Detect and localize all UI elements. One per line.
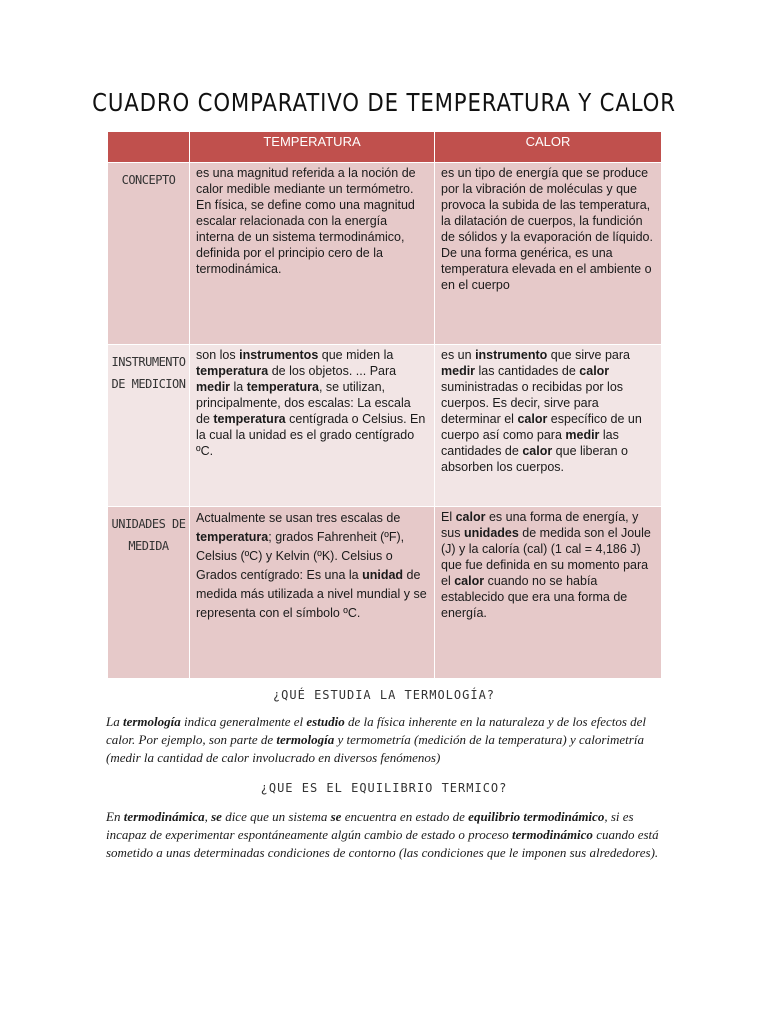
bold-term: calor bbox=[522, 444, 553, 458]
cell-unidades-temperatura: Actualmente se usan tres escalas de temperatura; grados Fahrenheit (ºF), Celsius (ºC) y Kelvin (ºK). Celsius o Grados centígrado: Es una la unidad de medida más utilizada a nivel mundial y se representa con el símbolo ºC. bbox=[190, 507, 435, 679]
header-calor: CALOR bbox=[435, 132, 662, 163]
bold-term: medir bbox=[196, 380, 231, 394]
paragraph-equilibrio: En termodinámica, se dice que un sistema se encuentra en estado de equilibrio termodinámico, si es incapaz de experimentar espontáneamente algún cambio de estado o proceso termodinámico cuando está sometido a unas determinadas condiciones de contorno (las condiciones que le imponen sus alrededores). bbox=[106, 809, 659, 860]
bold-term: termología bbox=[276, 732, 335, 747]
comparison-table bbox=[107, 131, 662, 679]
row-label: CONCEPTO bbox=[108, 163, 190, 345]
bold-term: temperatura bbox=[196, 364, 269, 378]
page-title: CUADRO COMPARATIVO DE TEMPERATURA Y CALOR bbox=[92, 88, 676, 117]
bold-term: temperatura bbox=[196, 530, 269, 544]
bold-term: termodinámico bbox=[512, 827, 593, 842]
cell-instrumento-temperatura: son los instrumentos que miden la temperatura de los objetos. ... Para medir la temperatura, se utilizan, principalmente, dos escalas: La escala de temperatura centígrada o Celsius. En la cual la unidad es el grado centígrado ºC. bbox=[190, 345, 435, 507]
bold-term: temperatura bbox=[213, 412, 286, 426]
bold-term: instrumentos bbox=[239, 348, 319, 362]
cell-instrumento-calor: es un instrumento que sirve para medir las cantidades de calor suministradas o recibidas por los cuerpos. Es decir, sirve para determinar el calor específico de un cuerpo así como para medir las cantidades de calor que liberan o absorben los cuerpos. bbox=[435, 345, 662, 507]
bold-term: medir bbox=[441, 364, 476, 378]
bold-term: calor bbox=[517, 412, 548, 426]
row-label: UNIDADES DE MEDIDA bbox=[108, 507, 190, 679]
bold-term: estudio bbox=[306, 714, 345, 729]
header-blank bbox=[108, 132, 190, 163]
table-row-unidades bbox=[108, 507, 662, 679]
bold-term: unidad bbox=[362, 568, 404, 582]
cell-concepto-calor: es un tipo de energía que se produce por la vibración de moléculas y que provoca la subida de las temperatura, la dilatación de cuerpos, la fundición de sólidos y la evaporación de líquido. De una forma genérica, es una temperatura elevada en el ambiente o en el cuerpo bbox=[435, 163, 662, 345]
bold-term: medir bbox=[565, 428, 600, 442]
bold-term: temperatura bbox=[246, 380, 319, 394]
bold-term: instrumento bbox=[475, 348, 548, 362]
bold-term: termodinámica bbox=[123, 809, 205, 824]
cell-concepto-temperatura: es una magnitud referida a la noción de calor medible mediante un termómetro. En física, se define como una magnitud escalar relacionada con la energía interna de un sistema termodinámico, definida por el principio cero de la termodinámica. bbox=[190, 163, 435, 345]
bold-term: termología bbox=[122, 714, 181, 729]
bold-term: calor bbox=[455, 510, 486, 524]
table-header-row bbox=[108, 132, 662, 163]
bold-term: equilibrio termodinámico bbox=[468, 809, 605, 824]
paragraph-termologia: La termología indica generalmente el estudio de la física inherente en la naturaleza y de los efectos del calor. Por ejemplo, son parte de termología y termometría (medición de la temperatura) y calorimetría (medir la cantidad de calor involucrado en diversos fenómenos) bbox=[106, 714, 647, 765]
question-termologia: ¿QUÉ ESTUDIA LA TERMOLOGÍA? bbox=[272, 688, 496, 702]
cell-unidades-calor: El calor es una forma de energía, y sus unidades de medida son el Joule (J) y la caloría (cal) (1 cal = 4,186 J) que fue definida en su momento para el calor cuando no se había establecido que era una forma de energía. bbox=[435, 507, 662, 679]
bold-term: calor bbox=[579, 364, 610, 378]
bold-term: se bbox=[211, 809, 222, 824]
table-row-concepto bbox=[108, 163, 662, 345]
bold-term: calor bbox=[454, 574, 485, 588]
question-equilibrio: ¿QUE ES EL EQUILIBRIO TERMICO? bbox=[260, 781, 508, 795]
table-row-instrumento bbox=[108, 345, 662, 507]
header-temperatura: TEMPERATURA bbox=[190, 132, 435, 163]
bold-term: se bbox=[330, 809, 342, 824]
row-label: INSTRUMENTO DE MEDICION bbox=[108, 345, 190, 507]
bold-term: unidades bbox=[463, 526, 519, 540]
